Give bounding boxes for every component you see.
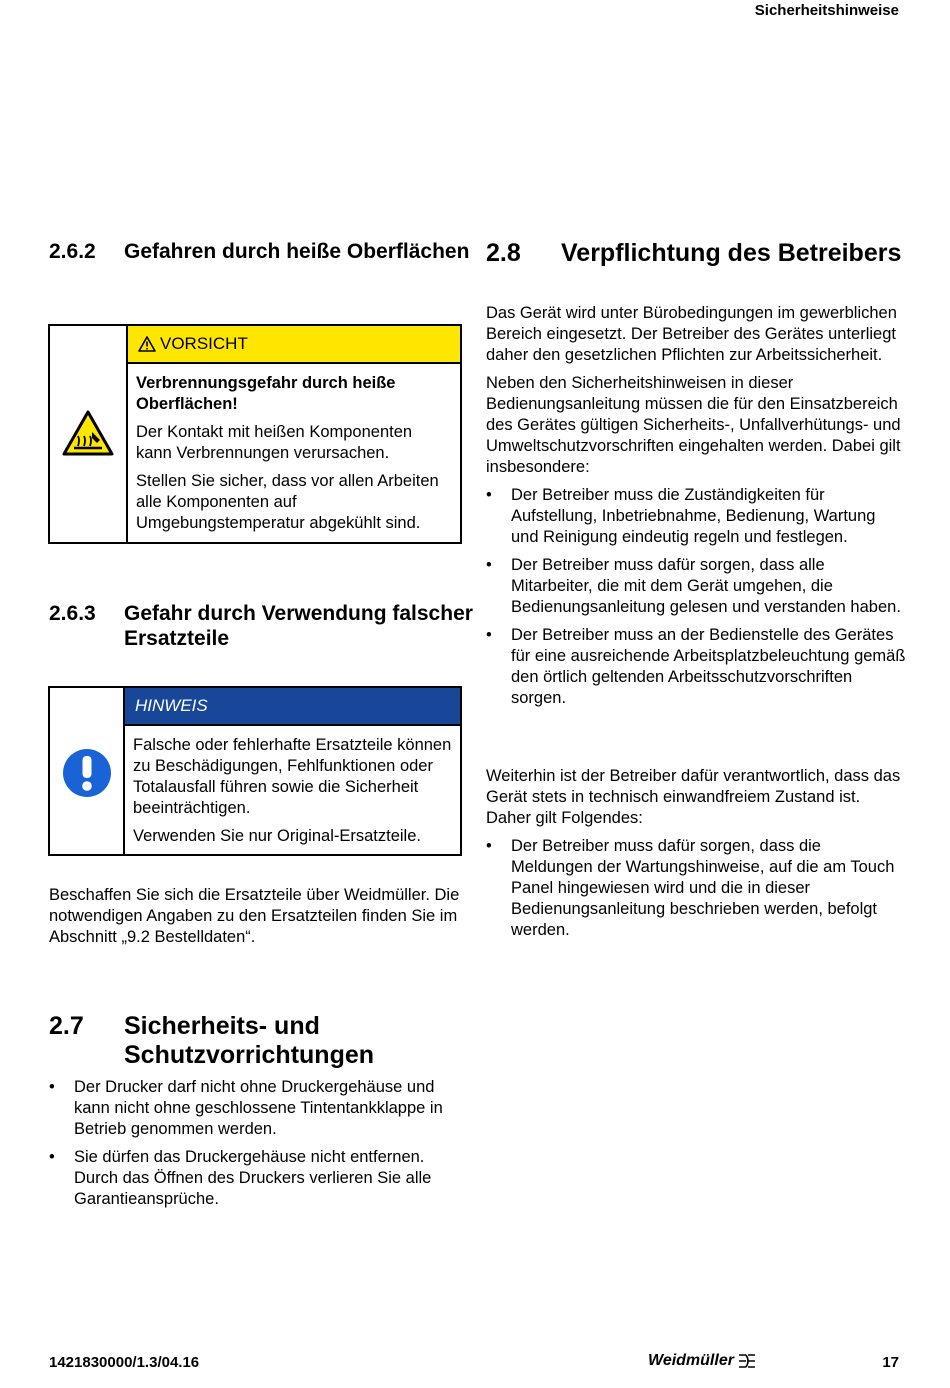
obligations-list [486, 485, 906, 709]
spare-parts-paragraph: Beschaffen Sie sich die Ersatzteile über Weidmüller. Die notwendigen Angaben zu den Ersatzteilen finden Sie im Abschnitt „9.2 Bestelldaten“. [49, 886, 460, 946]
brand-logo [648, 1352, 756, 1370]
paragraph: Neben den Sicherheitshinweisen in dieser Bedienungsanleitung müssen die für den Einsatzbereich des Gerätes gültigen Sicherheits-, Unfallverhütungs- und Umweltschutzvorschriften eingehalten werden. Dabei gilt insbesondere: [486, 374, 901, 476]
list-item: • Der Betreiber muss die Zuständigkeiten für Aufstellung, Inbetriebnahme, Bedienung, Wartung und Reinigung eindeutig regeln und festlegen. [486, 486, 876, 546]
section-number: 2.6.3 [49, 602, 96, 625]
exclamation-notice-icon [62, 748, 112, 798]
caution-box [48, 324, 462, 544]
notice-banner [125, 688, 460, 726]
hot-surface-warning-icon [62, 410, 114, 456]
caution-headline: Verbrennungsgefahr durch heiße Oberflächen! [136, 374, 396, 413]
list-item: • Der Betreiber muss dafür sorgen, dass die Meldungen der Wartungshinweise, auf die am Touch Panel hingewiesen wird und die in dieser Bedienungsanleitung beschrieben werden, befolgt werden. [486, 837, 895, 939]
paragraph: Das Gerät wird unter Bürobedingungen im gewerblichen Bereich eingesetzt. Der Betreiber des Gerätes unterliegt daher den gesetzlichen Pflichten zur Arbeitssicherheit. [486, 304, 897, 364]
section-title: Verpflichtung des Betreibers [561, 239, 902, 267]
running-header: Sicherheitshinweise [754, 2, 899, 19]
weidmueller-symbol-icon [738, 1353, 756, 1369]
caution-text: Der Kontakt mit heißen Komponenten kann Verbrennungen verursachen. [136, 423, 413, 462]
brand-name: Weidmüller [648, 1352, 734, 1369]
notice-icon-column [50, 688, 125, 854]
paragraph: Weiterhin ist der Betreiber dafür verantwortlich, dass das Gerät stets in technisch einwandfreiem Zustand ist. Daher gilt Folgendes: [486, 767, 901, 827]
page-number: 17 [882, 1354, 899, 1371]
section-number: 2.8 [486, 239, 521, 267]
section-number: 2.7 [49, 1012, 84, 1040]
list-item: • Der Drucker darf nicht ohne Druckergehäuse und kann nicht ohne geschlossene Tintentankklappe in Betrieb genommen werden. [49, 1078, 443, 1138]
section-heading-2-6-2 [49, 239, 469, 291]
section-title: Gefahren durch heiße Oberflächen [124, 240, 470, 263]
notice-label: HINWEIS [135, 696, 208, 715]
caution-content [128, 326, 460, 542]
notice-content [125, 688, 460, 854]
notice-instruction: Verwenden Sie nur Original-Ersatzteile. [133, 827, 421, 845]
maintenance-list [486, 836, 906, 941]
document-number: 1421830000/1.3/04.16 [49, 1354, 200, 1371]
section-title: Gefahr durch Verwendung falscher Ersatzteile [124, 602, 473, 650]
protection-list [49, 1077, 464, 1217]
caution-label: VORSICHT [160, 334, 248, 353]
list-item: • Der Betreiber muss dafür sorgen, dass alle Mitarbeiter, die mit dem Gerät umgehen, die Bedienungsanleitung gelesen und verstanden haben. [486, 556, 901, 616]
operator-obligations [486, 303, 906, 716]
warning-triangle-icon [138, 336, 156, 352]
caution-instruction: Stellen Sie sicher, dass vor allen Arbeiten alle Komponenten auf Umgebungstemperatur abgekühlt sind. [136, 472, 439, 532]
list-item: • Sie dürfen das Druckergehäuse nicht entfernen. Durch das Öffnen des Druckers verlieren Sie alle Garantieansprüche. [49, 1148, 432, 1208]
notice-box [48, 686, 462, 856]
section-heading-2-7 [49, 1012, 469, 1072]
caution-icon-column [50, 326, 128, 542]
responsibility-block [486, 766, 906, 948]
list-item: • Der Betreiber muss an der Bedienstelle des Gerätes für eine ausreichende Arbeitsplatzbeleuchtung gemäß den örtlich geltenden Arbeitsschutzvorschriften sorgen. [486, 626, 906, 707]
notice-text: Falsche oder fehlerhafte Ersatzteile können zu Beschädigungen, Fehlfunktionen oder Totalausfall führen sowie die Sicherheit beeinträchtigen. [133, 736, 452, 817]
section-title: Sicherheits- und Schutzvorrichtungen [124, 1012, 375, 1069]
caution-banner [128, 326, 460, 364]
section-heading-2-8 [486, 239, 906, 299]
section-heading-2-6-3 [49, 601, 473, 653]
section-number: 2.6.2 [49, 240, 96, 263]
